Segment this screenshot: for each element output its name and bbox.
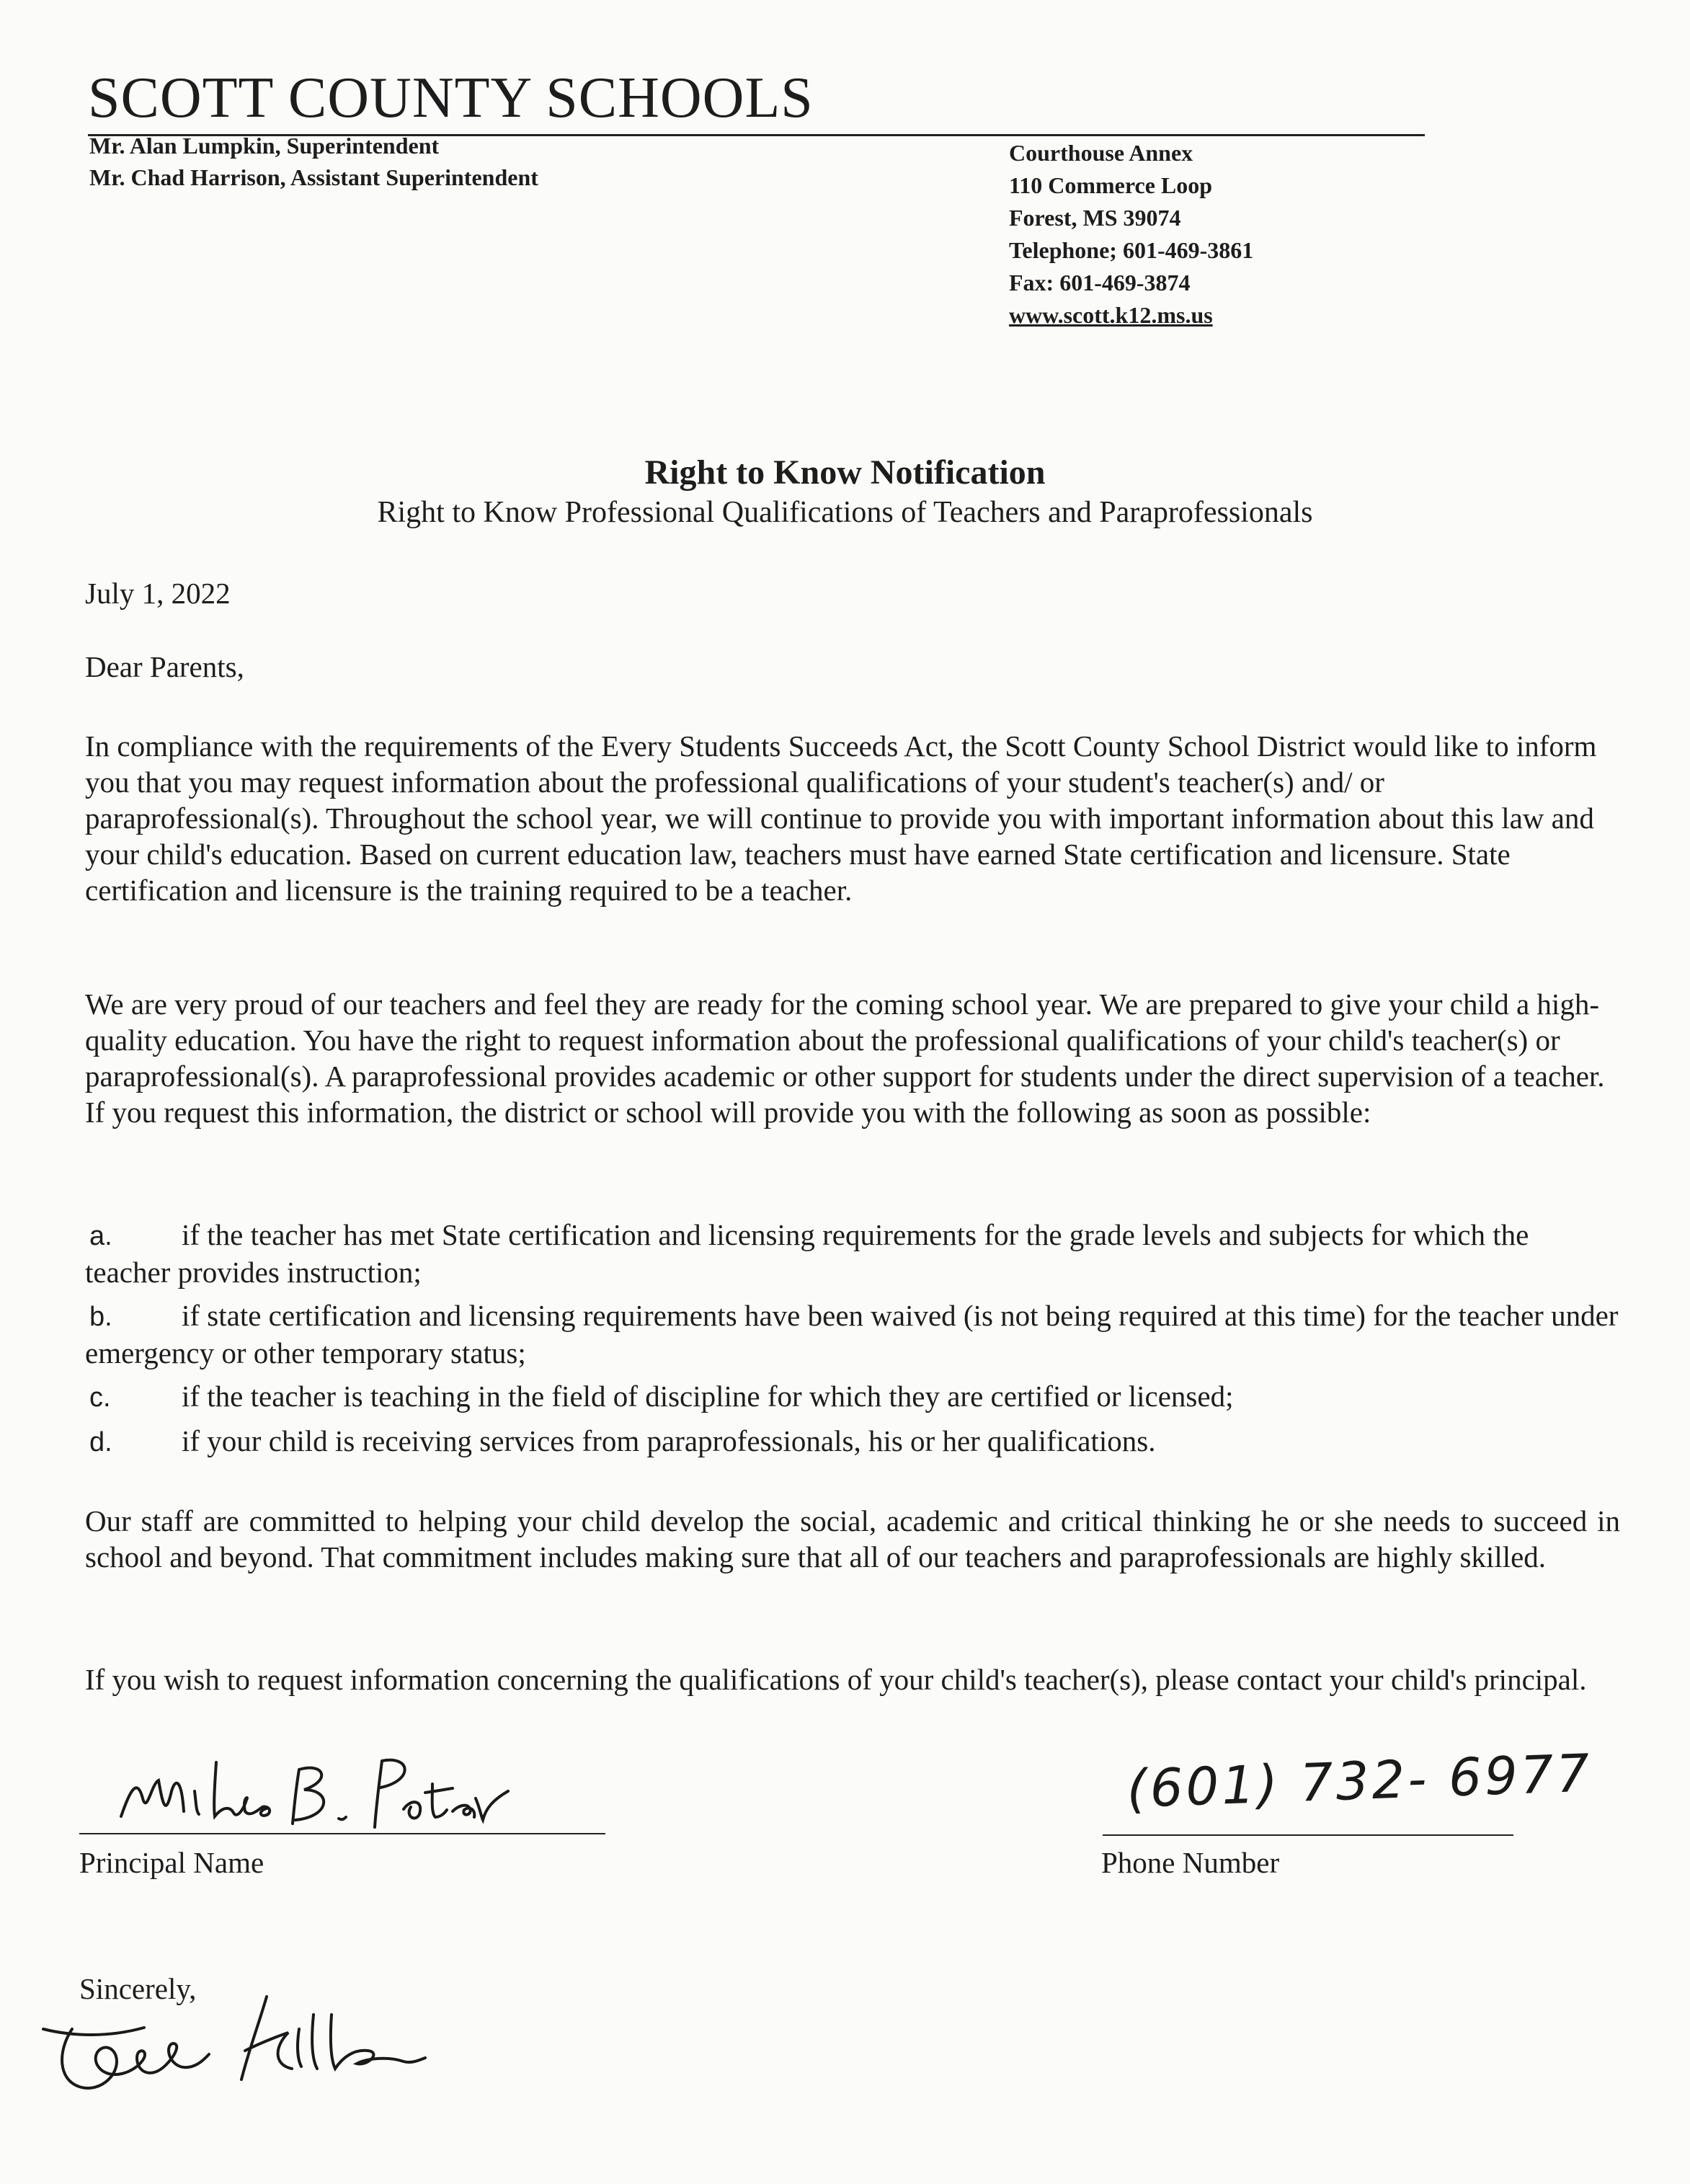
phone-number-label: Phone Number — [1101, 1846, 1280, 1879]
org-name: SCOTT COUNTY SCHOOLS — [88, 66, 814, 130]
list-item-letter: d. — [89, 1427, 112, 1457]
list-item-text: if your child is receiving services from paraprofessionals, his or her qualifications. — [182, 1424, 1156, 1457]
list-item — [85, 1378, 1620, 1416]
list-item-text: if state certification and licensing requirements have been waived (is not being required at this time) for the teacher under emergency or other temporary status; — [85, 1299, 1619, 1370]
paragraph-2: We are very proud of our teachers and feel they are ready for the coming school year. We are prepared to give your child a high- quality education. You have the right to request information about the professional qualifications of your child's teacher(s) or paraprofessional(s). A paraprofessional provides academic or other support for students under the direct supervision of a teacher. If you request this information, the district or school will provide you with the following as soon as possible: — [85, 987, 1605, 1129]
fax: Fax: 601-469-3874 — [1009, 270, 1191, 296]
letter-date: July 1, 2022 — [85, 577, 231, 610]
telephone: Telephone; 601-469-3861 — [1009, 237, 1254, 263]
principal-signature-line — [79, 1833, 605, 1834]
list-item-letter: b. — [89, 1302, 112, 1332]
document-title: Right to Know Notification — [644, 453, 1046, 492]
list-item-text: if the teacher has met State certification and licensing requirements for the grade levels and subjects for which the teacher provides instruction; — [85, 1218, 1529, 1289]
list-item-text: if the teacher is teaching in the field of discipline for which they are certified or licensed; — [182, 1380, 1234, 1413]
document-subtitle: Right to Know Professional Qualifications of Teachers and Paraprofessionals — [377, 496, 1313, 529]
address-block — [1009, 137, 1253, 332]
website-link[interactable]: www.scott.k12.ms.us — [1009, 302, 1213, 328]
principal-name-label: Principal Name — [79, 1846, 264, 1879]
paragraph-4: If you wish to request information concerning the qualifications of your child's teacher(s), please contact your child's principal. — [85, 1663, 1587, 1696]
assistant-superintendent-name: Mr. Chad Harrison, Assistant Superintendent — [89, 164, 538, 190]
paragraph-3: Our staff are committed to helping your child develop the social, academic and critical thinking he or she needs to succeed in school and beyond. That commitment includes making sure that all of our teachers and paraprofessionals are highly skilled. — [85, 1504, 1620, 1573]
list-item — [85, 1217, 1620, 1290]
list-item — [85, 1297, 1620, 1371]
address-line-1: Courthouse Annex — [1009, 140, 1193, 166]
officials-block — [89, 130, 538, 193]
superintendent-signature — [29, 1986, 432, 2123]
address-line-3: Forest, MS 39074 — [1009, 205, 1181, 231]
address-line-2: 110 Commerce Loop — [1009, 172, 1213, 198]
list-item-letter: c. — [89, 1382, 111, 1413]
list-item-letter: a. — [89, 1221, 112, 1251]
list-item — [85, 1423, 1620, 1460]
principal-signature — [115, 1748, 519, 1842]
qualifications-list — [85, 1217, 1620, 1468]
superintendent-name: Mr. Alan Lumpkin, Superintendent — [89, 133, 440, 159]
salutation: Dear Parents, — [85, 650, 244, 683]
phone-signature-line — [1103, 1834, 1513, 1836]
handwritten-phone-number: (601) 732- 6977 — [1126, 1742, 1593, 1819]
closing-sincerely: Sincerely, — [79, 1972, 197, 2005]
paragraph-1: In compliance with the requirements of the Every Students Succeeds Act, the Scott County School District would like to inform you that you may request information about the professional qualifications of your student's teacher(s) and/ or paraprofessional(s). Throughout the school year, we will continue to provide you with important information about this law and your child's education. Based on current education law, teachers must have earned State certification and licensure. State certification and licensure is the training required to be a teacher. — [85, 729, 1597, 907]
